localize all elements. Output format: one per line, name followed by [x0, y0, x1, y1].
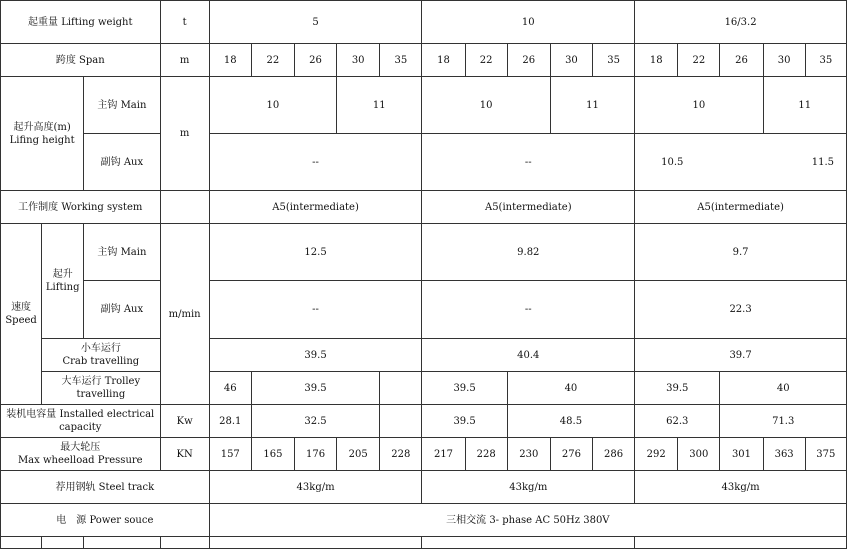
max-wheel-load-value: 300 [678, 438, 720, 471]
power-source-value: 三相交流 3- phase AC 50Hz 380V [209, 504, 846, 537]
speed-main-hook-label: 主钩 Main [84, 224, 160, 281]
max-wheel-load-value: 176 [294, 438, 336, 471]
lifting-height-main: 11 [337, 77, 422, 134]
working-system-unit [160, 191, 209, 224]
lifting-height-label-en: Lifing height [9, 134, 75, 146]
span-value: 22 [678, 44, 720, 77]
span-value: 26 [507, 44, 550, 77]
max-wheel-load-label-cn: 最大轮压 [60, 442, 101, 453]
installed-capacity-value: 48.5 [507, 405, 634, 438]
max-wheel-load-value: 375 [805, 438, 846, 471]
row-steel-track [1, 471, 847, 504]
span-value: 22 [465, 44, 507, 77]
cutoff-cell [42, 537, 84, 549]
crab-travelling-label [42, 339, 160, 372]
installed-capacity-value: 39.5 [422, 405, 507, 438]
span-value: 18 [635, 44, 678, 77]
max-wheel-load-value: 228 [465, 438, 507, 471]
speed-aux-hook-label: 副钩 Aux [84, 281, 160, 339]
row-lifting-height-main [1, 77, 847, 134]
span-value: 30 [763, 44, 805, 77]
span-label: 跨度 Span [1, 44, 161, 77]
power-source-label [1, 504, 210, 537]
speed-aux: -- [209, 281, 422, 339]
installed-capacity-label-cn: 装机电容量 Installed electrical [6, 409, 155, 420]
crab-travelling-value: 39.5 [209, 339, 422, 372]
trolley-travelling-value: 39.5 [635, 372, 720, 405]
max-wheel-load-value: 205 [337, 438, 380, 471]
crab-travelling-label-cn: 小车运行 [80, 343, 121, 354]
span-value: 18 [422, 44, 465, 77]
trolley-travelling-value: 39.5 [251, 372, 379, 405]
cutoff-cell [1, 537, 42, 549]
lifting-weight-unit: t [160, 1, 209, 44]
working-system-value: A5(intermediate) [422, 191, 635, 224]
span-value: 22 [251, 44, 294, 77]
speed-lifting-label-en: Lifting [45, 282, 80, 293]
lifting-height-aux: -- [209, 134, 422, 191]
row-lifting-height-aux [1, 134, 847, 191]
span-value: 30 [550, 44, 592, 77]
row-working-system [1, 191, 847, 224]
max-wheel-load-value: 228 [380, 438, 422, 471]
lifting-height-label-cn: 起升高度(m) [13, 121, 71, 133]
span-value: 35 [380, 44, 422, 77]
row-crab-travelling [1, 339, 847, 372]
max-wheel-load-unit: KN [160, 438, 209, 471]
row-speed-main [1, 224, 847, 281]
trolley-travelling-value: 40 [720, 372, 847, 405]
power-source-label-cn: 电 源 [56, 514, 87, 526]
max-wheel-load-label-en: Max wheelload Pressure [17, 455, 143, 466]
cutoff-cell [160, 537, 209, 549]
installed-capacity-value: 32.5 [251, 405, 379, 438]
power-source-label-en: Power souce [89, 514, 154, 526]
speed-label [1, 224, 42, 405]
trolley-travelling-label-en: travelling [76, 389, 126, 400]
main-hook-label: 主钩 Main [84, 77, 160, 134]
max-wheel-load-value: 276 [550, 438, 592, 471]
speed-label-en: Speed [5, 315, 37, 326]
speed-lifting-label [42, 224, 84, 339]
cutoff-cell [635, 537, 847, 549]
speed-main: 12.5 [209, 224, 422, 281]
speed-aux: -- [422, 281, 635, 339]
span-value: 26 [294, 44, 336, 77]
installed-capacity-value: 71.3 [720, 405, 847, 438]
installed-capacity-label [1, 405, 161, 438]
span-unit: m [160, 44, 209, 77]
max-wheel-load-value: 301 [720, 438, 763, 471]
span-value: 18 [209, 44, 251, 77]
lifting-height-aux-16t [635, 134, 847, 191]
max-wheel-load-value: 165 [251, 438, 294, 471]
max-wheel-load-value: 217 [422, 438, 465, 471]
row-power-source [1, 504, 847, 537]
working-system-label: 工作制度 Working system [1, 191, 161, 224]
lifting-height-main: 10 [635, 77, 763, 134]
trolley-travelling-label [42, 372, 160, 405]
row-trolley-travelling [1, 372, 847, 405]
lifting-height-main: 11 [550, 77, 634, 134]
cutoff-cell [84, 537, 160, 549]
max-wheel-load-value: 157 [209, 438, 251, 471]
lifting-height-aux: 10.5 [661, 156, 684, 168]
working-system-value: A5(intermediate) [209, 191, 422, 224]
lifting-weight-label: 起重量 Lifting weight [1, 1, 161, 44]
trolley-travelling-value: 46 [209, 372, 251, 405]
crab-travelling-label-en: Crab travelling [62, 356, 140, 367]
crab-travelling-value: 39.7 [635, 339, 847, 372]
lifting-weight-10t: 10 [422, 1, 635, 44]
lifting-height-label [1, 77, 84, 191]
speed-label-cn: 速度 [11, 302, 32, 313]
max-wheel-load-value: 286 [593, 438, 635, 471]
steel-track-label: 荐用钢轨 Steel track [1, 471, 210, 504]
speed-lifting-label-cn: 起升 [52, 269, 73, 280]
cutoff-cell [209, 537, 422, 549]
lifting-height-aux: 11.5 [811, 156, 834, 168]
row-span [1, 44, 847, 77]
max-wheel-load-label [1, 438, 161, 471]
lifting-height-main: 10 [422, 77, 550, 134]
lifting-weight-16t: 16/3.2 [635, 1, 847, 44]
trolley-travelling-value: 40 [507, 372, 634, 405]
lifting-height-unit: m [160, 77, 209, 191]
row-installed-capacity [1, 405, 847, 438]
span-value: 30 [337, 44, 380, 77]
lifting-weight-5t: 5 [209, 1, 422, 44]
row-speed-aux [1, 281, 847, 339]
trolley-travelling-value: 39.5 [422, 372, 507, 405]
steel-track-value: 43kg/m [635, 471, 847, 504]
steel-track-value: 43kg/m [422, 471, 635, 504]
row-max-wheel-load [1, 438, 847, 471]
speed-main: 9.82 [422, 224, 635, 281]
installed-capacity-value: 62.3 [635, 405, 720, 438]
aux-hook-label: 副钩 Aux [84, 134, 160, 191]
speed-aux: 22.3 [635, 281, 847, 339]
working-system-value: A5(intermediate) [635, 191, 847, 224]
max-wheel-load-value: 230 [507, 438, 550, 471]
trolley-travelling-empty [380, 372, 422, 405]
installed-capacity-unit: Kw [160, 405, 209, 438]
span-value: 35 [593, 44, 635, 77]
installed-capacity-value: 28.1 [209, 405, 251, 438]
max-wheel-load-value: 292 [635, 438, 678, 471]
steel-track-value: 43kg/m [209, 471, 422, 504]
span-value: 26 [720, 44, 763, 77]
max-wheel-load-value: 363 [763, 438, 805, 471]
row-lifting-weight [1, 1, 847, 44]
lifting-height-main: 10 [209, 77, 336, 134]
installed-capacity-empty [380, 405, 422, 438]
row-cutoff [1, 537, 847, 549]
speed-unit: m/min [160, 224, 209, 405]
span-value: 35 [805, 44, 846, 77]
speed-main: 9.7 [635, 224, 847, 281]
crab-travelling-value: 40.4 [422, 339, 635, 372]
lifting-height-main: 11 [763, 77, 846, 134]
installed-capacity-label-en: capacity [59, 422, 102, 433]
trolley-travelling-label-cn: 大车运行 Trolley [61, 376, 141, 387]
cutoff-cell [422, 537, 635, 549]
lifting-height-aux: -- [422, 134, 635, 191]
